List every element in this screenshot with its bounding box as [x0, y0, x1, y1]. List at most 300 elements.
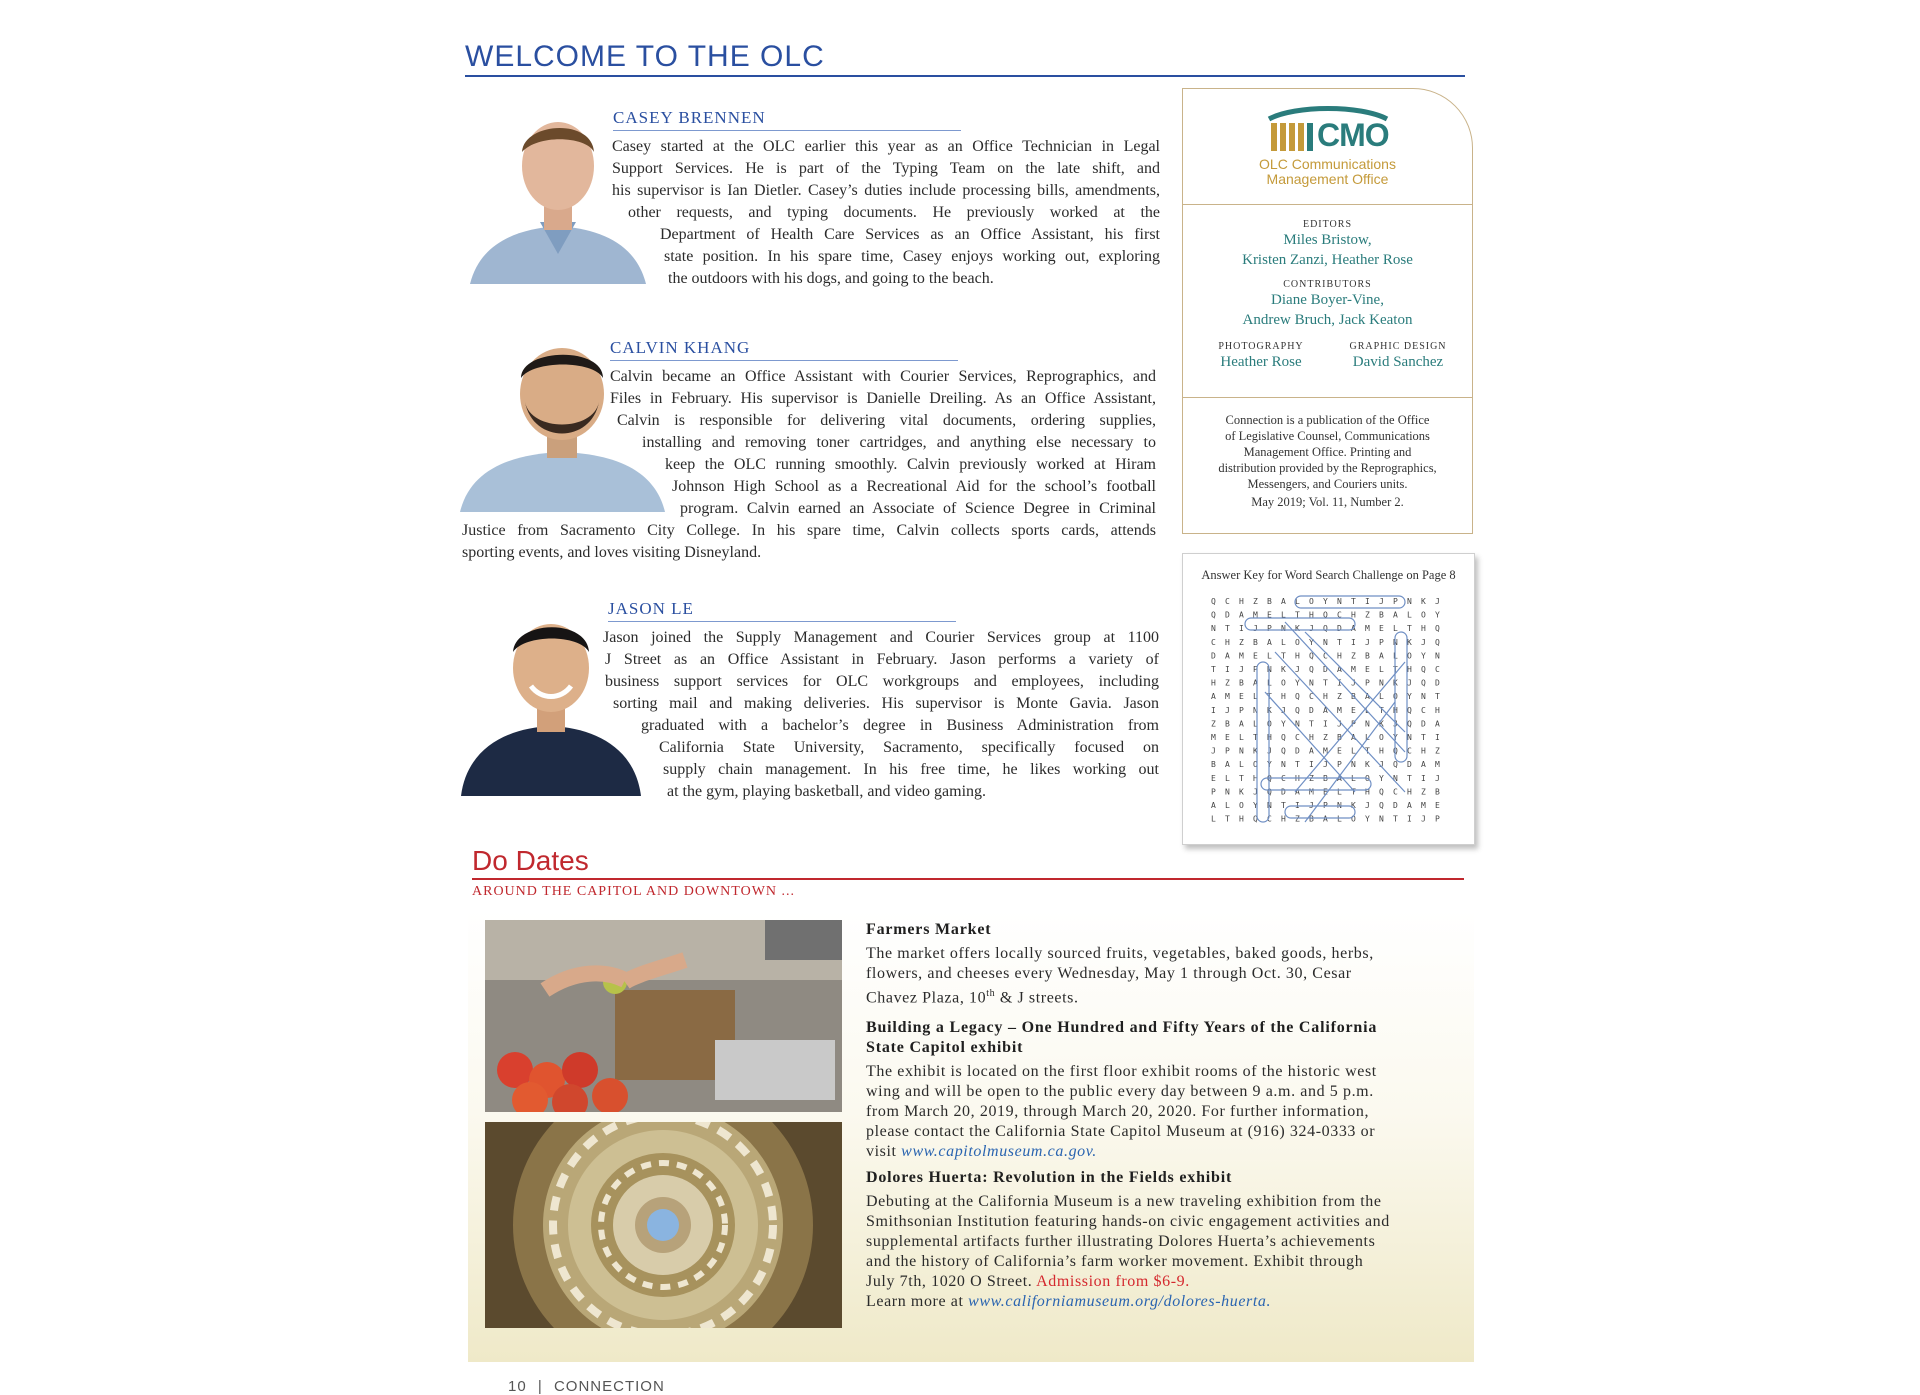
word-search-letter: P [1435, 814, 1440, 824]
word-search-letter: D [1435, 678, 1440, 688]
word-search-letter: K [1253, 746, 1258, 756]
word-search-letter: M [1253, 610, 1258, 620]
word-search-letter: J [1281, 705, 1286, 715]
contributors-line-1: Diane Boyer-Vine, [1271, 292, 1384, 308]
word-search-letter: I [1295, 801, 1300, 810]
word-search-letter: A [1225, 760, 1230, 770]
word-search-letter: L [1253, 719, 1258, 729]
word-search-letter: T [1351, 787, 1356, 797]
word-search-letter: Q [1323, 624, 1328, 634]
word-search-letter: K [1393, 678, 1398, 688]
event-title: Dolores Huerta: Revolution in the Fields exhibit [866, 1169, 1233, 1186]
word-search-letter: O [1379, 733, 1384, 742]
calvin-name-rule [610, 360, 958, 361]
bio-line: J Street as an Office Assistant in February. Jason performs a variety of [605, 651, 1159, 668]
word-search-letter: D [1309, 705, 1314, 715]
word-search-letter: N [1365, 719, 1370, 729]
word-search-letter: I [1225, 665, 1230, 674]
word-search-letter: T [1239, 773, 1244, 783]
word-search-letter: C [1421, 705, 1426, 715]
word-search-letter: N [1407, 733, 1412, 742]
word-search-letter: I [1337, 678, 1342, 688]
bio-line: Files in February. His supervisor is Danielle Dreiling. As an Office Assistant, [610, 390, 1156, 407]
word-search-letter: J [1351, 678, 1356, 688]
word-search-letter: E [1253, 651, 1258, 661]
bio-line: keep the OLC running smoothly. Calvin previously worked at Hiram [665, 456, 1156, 473]
jason-bio [603, 627, 1159, 803]
word-search-letter: O [1407, 651, 1412, 661]
word-search-letter: E [1211, 773, 1216, 783]
word-search-letter: H [1337, 651, 1342, 661]
pub-line: of Legislative Counsel, Communications [1225, 429, 1430, 443]
word-search-letter: Y [1365, 814, 1370, 824]
word-search-letter: D [1211, 651, 1216, 661]
word-search-letter: P [1267, 624, 1272, 634]
word-search-letter: L [1337, 814, 1342, 824]
word-search-letter: L [1393, 624, 1398, 634]
word-search-letter: M [1309, 787, 1314, 797]
word-search-letter: H [1239, 814, 1244, 824]
word-search-letter: J [1239, 665, 1244, 674]
word-search-letter: B [1253, 637, 1258, 647]
word-search-letter: P [1225, 746, 1230, 756]
word-search-letter: Z [1421, 787, 1426, 797]
word-search-letter: I [1323, 719, 1328, 729]
word-search-letter: T [1435, 692, 1440, 702]
word-search-letter: A [1239, 719, 1244, 729]
word-search-letter: I [1407, 814, 1412, 824]
word-search-letter: L [1337, 787, 1342, 797]
casey-name: CASEY BRENNEN [613, 108, 766, 127]
event-title: Farmers Market [866, 921, 992, 938]
word-search-letter: B [1225, 719, 1230, 729]
contributors-label: CONTRIBUTORS [1283, 279, 1372, 290]
word-search-letter: I [1211, 705, 1216, 715]
word-search-letter: O [1239, 801, 1244, 810]
bio-line: sorting mail and making deliveries. His supervisor is Monte Gavia. Jason [613, 695, 1159, 712]
editors-line-2: Kristen Zanzi, Heather Rose [1242, 252, 1413, 268]
event-line-part: & J streets. [995, 989, 1079, 1007]
bio-line: program. Calvin earned an Associate of Science Degree in Criminal [680, 500, 1156, 517]
word-search-letter: T [1211, 665, 1216, 674]
word-search-letter: Z [1365, 610, 1370, 620]
event-description [866, 1062, 1456, 1162]
bio-line: sporting events, and loves visiting Disneyland. [462, 544, 762, 561]
word-search-letter: L [1393, 651, 1398, 661]
word-search-letter: D [1421, 719, 1426, 729]
word-search-letter: Y [1267, 760, 1272, 770]
word-search-letter: Z [1295, 814, 1300, 824]
word-search-letter: A [1309, 746, 1314, 756]
word-search-letter: L [1267, 678, 1272, 688]
word-search-letter: N [1379, 678, 1384, 688]
word-search-letter: E [1225, 733, 1230, 742]
word-search-letter: L [1295, 597, 1300, 606]
word-search-letter: Q [1253, 814, 1258, 824]
event-line: Debuting at the California Museum is a new traveling exhibition from the [866, 1193, 1382, 1210]
event-title [866, 1018, 1456, 1058]
word-search-letter: M [1225, 692, 1230, 702]
word-search-letter: E [1351, 705, 1356, 715]
word-search-letter: P [1393, 597, 1398, 606]
word-search-letter: N [1253, 705, 1258, 715]
word-search-letter: M [1365, 624, 1370, 634]
word-search-letter: T [1267, 692, 1272, 702]
word-search-letter: N [1337, 801, 1342, 810]
editors-line-1: Miles Bristow, [1283, 232, 1372, 248]
event-line-part: Chavez Plaza, 10 [866, 989, 987, 1007]
word-search-letter: D [1393, 801, 1398, 810]
word-search-letter: Z [1211, 719, 1216, 729]
word-search-letter: A [1239, 610, 1244, 620]
word-search-letter: Y [1309, 637, 1314, 647]
word-search-letter: N [1281, 624, 1286, 634]
event-line [866, 1272, 1456, 1292]
word-search-letter: N [1239, 746, 1244, 756]
word-search-letter: K [1239, 787, 1244, 797]
word-search-letter: T [1225, 814, 1230, 824]
word-search-letter: Y [1435, 610, 1440, 620]
word-search-letter: A [1365, 692, 1370, 702]
word-search-letter: Y [1421, 651, 1426, 661]
design-section [1333, 341, 1463, 372]
event-line: supplemental artifacts further illustrating Dolores Huerta’s achievements [866, 1233, 1376, 1250]
bio-line: supply chain management. In his free time, he likes working out [663, 761, 1159, 778]
bio-line: Justice from Sacramento City College. In his spare time, Calvin collects sports cards, attends [462, 522, 1156, 539]
design-value: David Sanchez [1352, 354, 1444, 370]
word-search-letter: J [1393, 719, 1398, 729]
word-search-letter: A [1435, 719, 1440, 729]
word-search-letter: Q [1421, 665, 1426, 674]
word-search-letter: J [1407, 678, 1412, 688]
event-line: please contact the California State Capitol Museum at (916) 324-0333 or [866, 1123, 1376, 1140]
word-search-letter: D [1295, 746, 1300, 756]
word-search-letter: K [1267, 705, 1272, 715]
word-search-letter: J [1379, 760, 1384, 770]
word-search-letter: O [1309, 597, 1314, 606]
word-search-letter: L [1351, 746, 1356, 756]
editors-section [1183, 219, 1472, 270]
word-search-letter: J [1435, 597, 1440, 606]
word-search-letter: P [1253, 665, 1258, 674]
word-search-letter: Z [1323, 733, 1328, 742]
word-search-letter: B [1351, 692, 1356, 702]
word-search-letter: N [1267, 801, 1272, 810]
word-search-letter: H [1211, 678, 1216, 688]
word-search-letter: T [1337, 637, 1342, 647]
word-search-letter: D [1225, 610, 1230, 620]
contributors-line-2: Andrew Bruch, Jack Keaton [1242, 312, 1413, 328]
word-search-letter: T [1365, 746, 1370, 756]
admission-price: Admission from $6-9. [1036, 1273, 1190, 1290]
word-search-letter: Q [1281, 746, 1286, 756]
bio-line: installing and removing toner cartridges, and anything else necessary to [642, 434, 1156, 451]
publication-name: CONNECTION [553, 1378, 665, 1395]
word-search-letter: M [1435, 760, 1440, 770]
word-search-letter: E [1337, 746, 1342, 756]
word-search-letter: A [1281, 597, 1286, 606]
word-search-letter: I [1239, 624, 1244, 634]
word-search-letter: J [1295, 665, 1300, 674]
word-search-letter: J [1267, 746, 1272, 756]
cmo-logo-block [1183, 89, 1472, 205]
pub-line: distribution provided by the Reprographics, [1218, 461, 1437, 475]
word-search-letter: H [1421, 746, 1426, 756]
word-search-letter: T [1281, 651, 1286, 661]
issue-info: May 2019; Vol. 11, Number 2. [1251, 495, 1404, 509]
word-search-letter: Z [1351, 651, 1356, 661]
word-search-letter: A [1393, 610, 1398, 620]
word-search-letter: Y [1393, 733, 1398, 742]
word-search-letter: H [1295, 651, 1300, 661]
word-search-letter: H [1435, 705, 1440, 715]
word-search-letter: H [1225, 637, 1230, 647]
word-search-letter: L [1365, 733, 1370, 742]
word-search-letter: L [1407, 610, 1412, 620]
word-search-grid [1205, 592, 1453, 832]
word-search-letter: H [1239, 597, 1244, 606]
word-search-letter: O [1393, 692, 1398, 702]
event-description [866, 944, 1456, 1008]
logo-subtitle [1183, 157, 1472, 187]
word-search-letter: J [1211, 746, 1216, 756]
word-search-letter: L [1281, 637, 1286, 647]
capitol-dome-photo [485, 1122, 842, 1328]
casey-bio [612, 136, 1160, 290]
california-museum-link[interactable]: www.californiamuseum.org/dolores-huerta. [968, 1293, 1272, 1310]
word-search-letter: H [1421, 624, 1426, 634]
word-search-letter: C [1407, 746, 1412, 756]
word-search-letter: Z [1253, 597, 1258, 606]
event-title-line: Building a Legacy – One Hundred and Fifty Years of the California [866, 1019, 1378, 1036]
word-search-letter: H [1309, 610, 1314, 620]
word-search-letter: T [1407, 624, 1412, 634]
word-search-letter: B [1239, 678, 1244, 688]
word-search-letter: C [1435, 665, 1440, 674]
photography-value: Heather Rose [1220, 354, 1302, 370]
word-search-letter: N [1421, 692, 1426, 702]
word-search-letter: J [1309, 624, 1314, 634]
visit-prefix: visit [866, 1143, 902, 1160]
word-search-letter: Y [1323, 597, 1328, 606]
word-search-letter: J [1379, 597, 1384, 606]
word-search-letter: L [1267, 651, 1272, 661]
word-search-letter: P [1211, 787, 1216, 797]
word-search-letter: N [1211, 624, 1216, 634]
do-dates-subtitle: AROUND THE CAPITOL AND DOWNTOWN ... [472, 884, 796, 899]
word-search-letter: O [1253, 760, 1258, 770]
word-search-letter: Q [1309, 665, 1314, 674]
word-search-letter: D [1407, 760, 1412, 770]
word-search-letter: M [1337, 705, 1342, 715]
word-search-letter: A [1225, 651, 1230, 661]
word-search-letter: L [1239, 760, 1244, 770]
word-search-letter: H [1407, 665, 1412, 674]
bio-line: the outdoors with his dogs, and going to the beach. [668, 270, 994, 287]
word-search-letter: N [1435, 651, 1440, 661]
bio-line: other requests, and typing documents. He previously worked at the [628, 204, 1160, 221]
bio-line: graduated with a bachelor’s degree in Business Administration from [641, 717, 1159, 734]
word-search-letter: J [1225, 705, 1230, 715]
title-rule [465, 75, 1465, 77]
word-search-letter: A [1351, 733, 1356, 742]
word-search-letter: Q [1267, 773, 1272, 783]
word-search-letter: C [1323, 651, 1328, 661]
capitol-museum-link[interactable]: www.capitolmuseum.ca.gov. [901, 1143, 1097, 1160]
pub-line: Messengers, and Couriers units. [1247, 477, 1408, 491]
word-search-letter: J [1365, 637, 1370, 647]
word-search-letter: B [1337, 733, 1342, 742]
word-search-letter: M [1211, 733, 1216, 742]
word-search-letter: K [1351, 801, 1356, 810]
word-search-letter: Q [1379, 801, 1384, 810]
jason-name: JASON LE [608, 599, 694, 618]
word-search-letter: T [1309, 719, 1314, 729]
word-search-letter: A [1351, 624, 1356, 634]
bio-line: Calvin became an Office Assistant with Courier Services, Reprographics, and [610, 368, 1156, 385]
word-search-letter: T [1253, 733, 1258, 742]
word-search-letter: N [1337, 597, 1342, 606]
word-search-letter: T [1295, 610, 1300, 620]
word-search-letter: E [1365, 665, 1370, 674]
word-search-letter: Q [1435, 637, 1440, 647]
word-search-letter: T [1295, 760, 1300, 770]
word-search-letter: E [1239, 692, 1244, 702]
word-search-letter: Q [1393, 760, 1398, 770]
word-search-letter: L [1379, 665, 1384, 674]
word-search-letter: B [1435, 787, 1440, 797]
word-search-letter: N [1407, 597, 1412, 606]
bio-line: Calvin is responsible for delivering vital documents, ordering supplies, [617, 412, 1156, 429]
word-search-title: Answer Key for Word Search Challenge on Page 8 [1201, 568, 1456, 582]
event-line: wing and will be open to the public every day between 9 a.m. and 5 p.m. [866, 1083, 1374, 1100]
learn-prefix: Learn more at [866, 1293, 969, 1310]
word-search-letter: Z [1239, 637, 1244, 647]
bio-line: business support services for OLC workgroups and employees, including [605, 673, 1159, 690]
word-search-letter: A [1267, 637, 1272, 647]
word-search-letter: I [1309, 760, 1314, 770]
event-title-line: State Capitol exhibit [866, 1039, 1024, 1056]
word-search-letter: Q [1281, 733, 1286, 742]
word-search-letter: J [1337, 719, 1342, 729]
word-search-letter: L [1239, 733, 1244, 742]
word-search-letter: O [1281, 678, 1286, 688]
do-dates-title: Do Dates [472, 845, 589, 876]
word-search-letter: M [1239, 651, 1244, 661]
word-search-letter: J [1309, 801, 1314, 810]
word-search-letter: Q [1407, 719, 1412, 729]
word-search-letter: J [1421, 637, 1426, 647]
page-footer [508, 1378, 665, 1395]
word-search-letter: P [1379, 637, 1384, 647]
word-search-letter: L [1379, 692, 1384, 702]
word-search-letter: Y [1379, 773, 1384, 783]
word-search-letter: A [1337, 773, 1342, 783]
word-search-letter: Q [1211, 597, 1216, 606]
photography-section [1199, 341, 1323, 372]
footer-separator: | [537, 1378, 543, 1395]
word-search-letter: J [1435, 773, 1440, 783]
word-search-letter: O [1267, 719, 1272, 729]
word-search-letter: K [1407, 637, 1412, 647]
word-search-letter: Z [1309, 773, 1314, 783]
pub-line: Connection is a publication of the Office [1225, 413, 1430, 427]
publication-note [1183, 397, 1472, 510]
event-farmers-market [866, 920, 1456, 1008]
word-search-letter: B [1267, 597, 1272, 606]
word-search-letter: I [1365, 597, 1370, 606]
bio-line: Casey started at the OLC earlier this year as an Office Technician in Legal [612, 138, 1160, 155]
word-search-letter: T [1393, 665, 1398, 674]
word-search-letter: O [1365, 773, 1370, 783]
word-search-letter: A [1379, 651, 1384, 661]
word-search-letter: A [1295, 787, 1300, 797]
word-search-letter: N [1393, 773, 1398, 783]
word-search-letter: N [1379, 814, 1384, 824]
event-line: The exhibit is located on the first floor exhibit rooms of the historic west [866, 1063, 1377, 1080]
word-search-letter: L [1225, 773, 1230, 783]
word-search-letter: K [1421, 597, 1426, 606]
word-search-letter: H [1323, 692, 1328, 702]
word-search-letter: A [1253, 678, 1258, 688]
word-search-letter: P [1365, 678, 1370, 688]
word-search-letter: J [1421, 814, 1426, 824]
word-search-letter: A [1337, 665, 1342, 674]
word-search-letter: A [1211, 692, 1216, 702]
word-search-letter: T [1351, 597, 1356, 606]
word-search-letter: Y [1281, 719, 1286, 729]
word-search-letter: T [1407, 773, 1412, 783]
word-search-letter: Q [1295, 692, 1300, 702]
word-search-letter: Y [1253, 801, 1258, 810]
word-search-letter: Q [1309, 651, 1314, 661]
word-search-letter: L [1365, 705, 1370, 715]
word-search-letter: J [1323, 760, 1328, 770]
word-search-letter: J [1253, 787, 1258, 797]
jason-name-rule [608, 621, 956, 622]
word-search-letter: L [1351, 773, 1356, 783]
bio-line: Support Services. He is part of the Typing Team on the late shift, and [612, 160, 1160, 177]
word-search-letter: I [1351, 637, 1356, 647]
bio-line: Johnson High School as a Recreational Aid for the school’s football [672, 478, 1156, 495]
page-title: WELCOME TO THE OLC [465, 40, 825, 73]
bio-line: at the gym, playing basketball, and video gaming. [667, 783, 987, 800]
event-description [866, 1192, 1456, 1312]
bio-line: Jason joined the Supply Management and Courier Services group at 1100 [603, 629, 1159, 646]
word-search-letter: Q [1407, 705, 1412, 715]
word-search-letter: A [1323, 705, 1328, 715]
bio-line: his supervisor is Ian Dietler. Casey’s duties include processing bills, amendments, [612, 182, 1160, 199]
word-search-letter: P [1351, 719, 1356, 729]
word-search-letter: E [1323, 787, 1328, 797]
word-search-letter: I [1421, 773, 1426, 783]
word-search-letter: Q [1435, 624, 1440, 634]
word-search-letter: C [1309, 692, 1314, 702]
word-search-letter: E [1379, 624, 1384, 634]
word-search-letter: O [1351, 814, 1356, 824]
word-search-letter: Q [1295, 705, 1300, 715]
word-search-letter: O [1295, 637, 1300, 647]
word-search-letter: K [1295, 624, 1300, 634]
word-search-letter: Q [1393, 746, 1398, 756]
word-search-letter: D [1323, 665, 1328, 674]
event-dolores-huerta [866, 1168, 1456, 1312]
word-search-letter: E [1435, 801, 1440, 810]
word-search-letter: A [1421, 760, 1426, 770]
word-search-letter: C [1337, 610, 1342, 620]
contributors-section [1183, 279, 1472, 330]
word-search-letter: Z [1337, 692, 1342, 702]
